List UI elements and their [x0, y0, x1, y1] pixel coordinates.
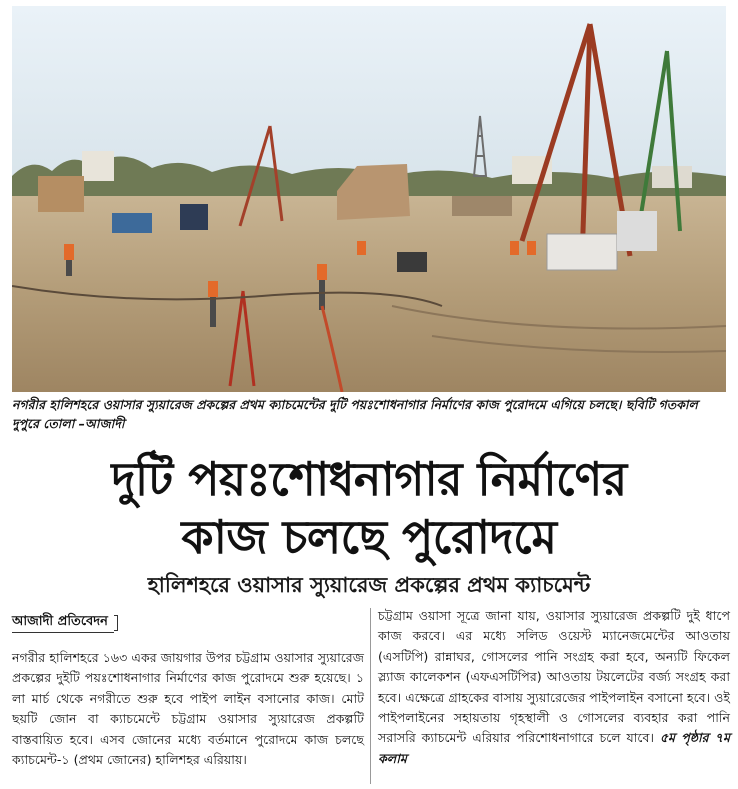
- news-photo: [12, 6, 726, 392]
- construction-site-illustration: [12, 6, 726, 392]
- photo-caption: নগরীর হালিশহরে ওয়াসার স্যুয়ারেজ প্রকল্পের প্রথম ক্যাচমেন্টের দুটি পয়ঃশোধনাগার নির্মাণের কাজ পুরোদমে এগিয়ে চলছে। ছবিটি গতকাল দুপুরে তোলা –আজাদী: [12, 397, 698, 431]
- article-column-right: [378, 606, 730, 769]
- column-divider: [370, 608, 371, 784]
- headline-line-2: কাজ চলছে পুরোদমে: [181, 510, 557, 564]
- headline-line-1: দুটি পয়ঃশোধনাগার নির্মাণের: [111, 452, 627, 506]
- continuation-jump: ৫ম পৃষ্ঠার ৭ম কলাম: [378, 730, 730, 766]
- article-column-right-text: চট্টগ্রাম ওয়াসা সূত্রে জানা যায়, ওয়াসার স্যুয়ারেজ প্রকল্পটি দুই ধাপে কাজ করবে। এর মধ্যে সলিড ওয়েস্ট ম্যানেজমেন্টের আওতায় (এসটিপি) রান্নাঘর, গোসলের পানি সংগ্রহ করা হবে, অন্যটি ফিকেল স্ল্যাজ কালেকশন (এফএসটিপির) আওতায় টয়লেটের বর্জ্য সংগ্রহ করা হবে। এক্ষেত্রে গ্রাহকের বাসায় স্যুয়ারেজের পাইপলাইন বসানো হবে। ওই পাইপলাইনের সহায়তায় গৃহস্থালী ও গোসলের ব্যবহার করা পানি সরাসরি ক্যাচমেন্ট এরিয়ার পরিশোধনাগারে চলে যাবে।: [378, 608, 730, 746]
- article-column-left: নগরীর হালিশহরে ১৬৩ একর জায়গার উপর চট্টগ্রাম ওয়াসার স্যুয়ারেজ প্রকল্পের দুইটি পয়ঃশোধনাগার নির্মাণের কাজ পুরোদমে শুরু হয়েছে। ১ লা মার্চ থেকে নগরীতে শুরু হবে পাইপ লাইন বসানোর কাজ। মোট ছয়টি জোন বা ক্যাচমেন্টে চট্টগ্রাম ওয়াসার স্যুয়ারেজ প্রকল্পটি বাস্তবায়িত হবে। এসব জোনের মধ্যে বর্তমানে পুরোদমে কাজ চলছে ক্যাচমেন্ট-১ (প্রথম জোনের) হালিশহর এরিয়ায়।: [12, 650, 364, 768]
- headline: [0, 450, 738, 566]
- subheadline: হালিশহরে ওয়াসার স্যুয়ারেজ প্রকল্পের প্রথম ক্যাচমেন্ট: [147, 573, 591, 597]
- byline: আজাদী প্রতিবেদন: [12, 612, 114, 633]
